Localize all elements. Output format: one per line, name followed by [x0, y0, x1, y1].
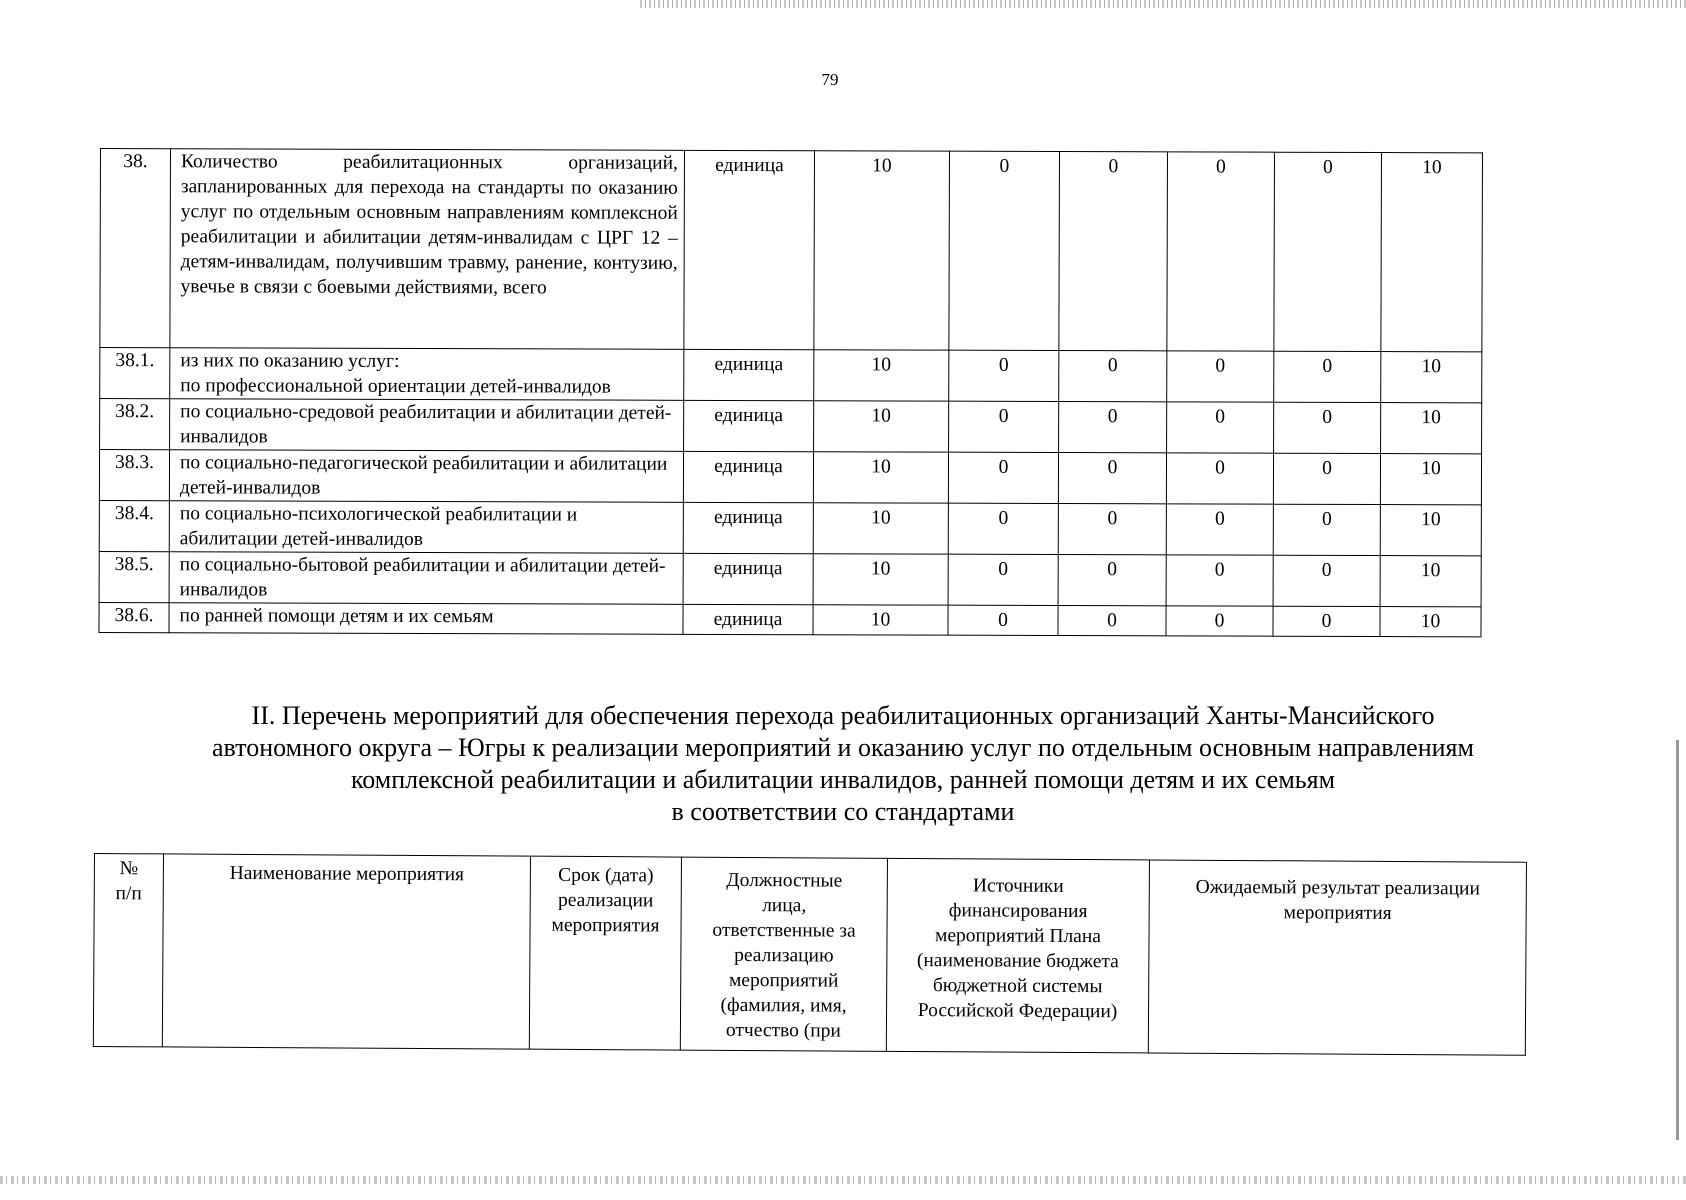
row-value: 10 — [1380, 607, 1481, 637]
header-label: Источники финансирования мероприятий Плана (наименование бюджета бюджетной системы Российской Федерации) — [916, 875, 1119, 1023]
header-cell-responsible — [680, 857, 887, 1051]
row-number: 38.6. — [99, 602, 169, 632]
row-value: 0 — [948, 554, 1058, 605]
table-row — [100, 399, 1482, 454]
row-value: 0 — [1058, 606, 1166, 636]
row-description: по социально-психологической реабилитации и абилитации детей-инвалидов — [169, 501, 683, 554]
row-value: 0 — [949, 350, 1059, 401]
row-value: 0 — [948, 452, 1058, 503]
row-number: 38.4. — [99, 500, 169, 551]
row-unit: единица — [683, 451, 813, 502]
row-value: 0 — [1273, 606, 1380, 636]
table-row — [99, 602, 1481, 636]
row-description: по социально-средовой реабилитации и абилитации детей-инвалидов — [170, 399, 684, 452]
row-value: 10 — [1380, 556, 1481, 607]
row-number: 38.5. — [99, 551, 169, 602]
header-cell-deadline — [529, 856, 681, 1050]
header-cell-measure-name — [162, 854, 530, 1049]
header-cell-number — [93, 854, 163, 1047]
row-unit: единица — [683, 553, 813, 604]
row-value: 0 — [1166, 555, 1273, 606]
row-value: 10 — [1380, 505, 1481, 556]
row-value: 10 — [813, 554, 948, 605]
section-heading — [100, 700, 1586, 828]
row-value: 0 — [1059, 152, 1168, 351]
row-unit: единица — [684, 150, 815, 349]
row-unit: единица — [683, 502, 813, 553]
row-number: 38.1. — [100, 348, 170, 399]
row-value: 10 — [1381, 403, 1482, 454]
row-value: 0 — [1167, 351, 1274, 402]
row-value: 10 — [1380, 454, 1481, 505]
scan-edge-right — [1676, 740, 1679, 1140]
row-description: Количество реабилитационных организаций, запланированных для перехода на стандарты по оказанию услуг по отдельным основным направлениям комплексной реабилитации и абилитации детям-инвалидам с ЦРГ 12 – детям-инвалидам, получившим травму, ранение, контузию, увечье в связи с боевыми действиями, всего — [170, 149, 685, 350]
row-value: 10 — [814, 350, 949, 401]
table-row — [100, 348, 1482, 403]
row-value: 0 — [948, 605, 1058, 635]
row-description: из них по оказанию услуг: по профессиональной ориентации детей-инвалидов — [170, 348, 684, 401]
section-heading-line: автономного округа – Югры к реализации мероприятий и оказанию услуг по отдельным основным направлениям — [212, 733, 1474, 762]
row-value: 0 — [1166, 606, 1273, 636]
indicators-table — [98, 148, 1483, 637]
measures-header-row — [93, 854, 1526, 1056]
row-value: 10 — [814, 151, 950, 350]
table-row — [99, 450, 1481, 505]
row-value: 10 — [814, 401, 949, 452]
row-unit: единица — [684, 349, 814, 400]
row-value: 10 — [1381, 352, 1482, 403]
row-value: 0 — [1273, 453, 1380, 504]
row-number: 38.3. — [99, 450, 169, 501]
row-value: 0 — [1058, 555, 1166, 606]
row-value: 10 — [813, 605, 948, 635]
row-value: 0 — [1274, 402, 1381, 453]
row-value: 10 — [813, 503, 948, 554]
table-row — [99, 500, 1481, 555]
row-unit: единица — [684, 400, 814, 451]
page-number: 79 — [821, 70, 839, 89]
row-value: 0 — [949, 401, 1059, 452]
section-heading-line: в соответствии со стандартами — [671, 797, 1015, 826]
header-cell-expected-result — [1148, 860, 1526, 1055]
row-value: 10 — [813, 452, 948, 503]
header-label: Срок (дата) реализации мероприятия — [551, 864, 660, 937]
row-unit: единица — [683, 604, 813, 634]
row-value: 0 — [1274, 152, 1382, 351]
row-value: 0 — [1058, 453, 1166, 504]
row-description: по социально-педагогической реабилитации и абилитации детей-инвалидов — [169, 450, 683, 503]
row-value: 0 — [1167, 402, 1274, 453]
header-cell-funding-sources — [886, 858, 1149, 1053]
row-value: 0 — [1059, 402, 1167, 453]
row-value: 0 — [1058, 504, 1166, 555]
row-value: 0 — [1273, 555, 1380, 606]
section-heading-line: II. Перечень мероприятий для обеспечения перехода реабилитационных организаций Ханты-Мансийского — [251, 701, 1435, 730]
scan-edge-bottom — [0, 1176, 1686, 1184]
table-row — [100, 149, 1483, 352]
table-row — [99, 551, 1481, 606]
row-value: 0 — [1273, 504, 1380, 555]
scan-edge-top — [640, 0, 1686, 8]
header-label: Ожидаемый результат реализации мероприятия — [1195, 876, 1481, 924]
row-value: 0 — [1274, 351, 1381, 402]
row-description: по ранней помощи детям и их семьям — [169, 603, 683, 635]
row-value: 10 — [1381, 153, 1483, 352]
row-value: 0 — [1059, 351, 1167, 402]
header-label: Наименование мероприятия — [229, 862, 465, 886]
row-number: 38. — [100, 149, 171, 348]
row-value: 0 — [948, 503, 1058, 554]
header-label: № п/п — [115, 858, 142, 905]
row-value: 0 — [1167, 152, 1275, 351]
row-value: 0 — [1166, 453, 1273, 504]
header-label: Должностные лица, ответственные за реализацию мероприятий (фамилия, имя, отчество (при — [712, 869, 856, 1042]
row-description: по социально-бытовой реабилитации и абилитации детей-инвалидов — [169, 552, 683, 605]
measures-table — [93, 853, 1527, 1056]
row-value: 0 — [949, 151, 1060, 350]
section-heading-line: комплексной реабилитации и абилитации инвалидов, ранней помощи детям и их семьям — [350, 765, 1336, 794]
row-number: 38.2. — [100, 399, 170, 450]
row-value: 0 — [1166, 504, 1273, 555]
